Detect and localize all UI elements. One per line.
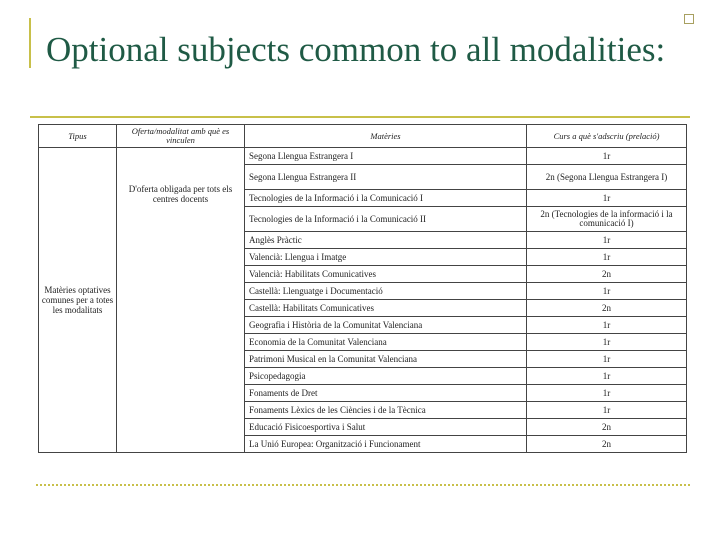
dotted-divider bbox=[36, 484, 690, 486]
slide-title: Optional subjects common to all modalities: bbox=[46, 30, 666, 69]
accent-horizontal-line bbox=[30, 116, 690, 118]
course-cell: 1r bbox=[527, 402, 687, 419]
course-cell: 1r bbox=[527, 385, 687, 402]
course-cell: 2n bbox=[527, 436, 687, 453]
header-tipus: Tipus bbox=[39, 125, 117, 148]
oferta-cell: D'oferta obligada per tots els centres docents bbox=[117, 148, 245, 453]
header-oferta: Oferta/modalitat amb què es vinculen bbox=[117, 125, 245, 148]
subject-cell: Valencià: Llengua i Imatge bbox=[245, 249, 527, 266]
subject-cell: Segona Llengua Estrangera II bbox=[245, 165, 527, 190]
course-cell: 2n bbox=[527, 266, 687, 283]
subjects-table bbox=[38, 124, 687, 453]
subject-cell: Anglès Pràctic bbox=[245, 232, 527, 249]
course-cell: 1r bbox=[527, 232, 687, 249]
course-cell: 1r bbox=[527, 368, 687, 385]
course-cell: 1r bbox=[527, 190, 687, 207]
corner-mark bbox=[684, 14, 694, 24]
subject-cell: Valencià: Habilitats Comunicatives bbox=[245, 266, 527, 283]
subject-cell: La Unió Europea: Organització i Funcionament bbox=[245, 436, 527, 453]
header-materies: Matèries bbox=[245, 125, 527, 148]
subject-cell: Geografia i Història de la Comunitat Valenciana bbox=[245, 317, 527, 334]
subject-cell: Segona Llengua Estrangera I bbox=[245, 148, 527, 165]
subject-cell: Fonaments Lèxics de les Ciències i de la Tècnica bbox=[245, 402, 527, 419]
subjects-table-image bbox=[38, 124, 686, 480]
table-body bbox=[39, 148, 687, 453]
header-curs: Curs a què s'adscriu (prelació) bbox=[527, 125, 687, 148]
course-cell: 1r bbox=[527, 351, 687, 368]
course-cell: 2n bbox=[527, 419, 687, 436]
subject-cell: Tecnologies de la Informació i la Comunicació I bbox=[245, 190, 527, 207]
subject-cell: Economia de la Comunitat Valenciana bbox=[245, 334, 527, 351]
subject-cell: Castellà: Llenguatge i Documentació bbox=[245, 283, 527, 300]
subject-cell: Castellà: Habilitats Comunicatives bbox=[245, 300, 527, 317]
table-row bbox=[39, 148, 687, 165]
accent-vertical-line bbox=[29, 18, 31, 68]
course-cell: 1r bbox=[527, 334, 687, 351]
course-cell: 1r bbox=[527, 148, 687, 165]
subject-cell: Fonaments de Dret bbox=[245, 385, 527, 402]
subject-cell: Psicopedagogia bbox=[245, 368, 527, 385]
course-cell: 1r bbox=[527, 317, 687, 334]
course-cell: 2n (Segona Llengua Estrangera I) bbox=[527, 165, 687, 190]
subject-cell: Educació Fisicoesportiva i Salut bbox=[245, 419, 527, 436]
course-cell: 1r bbox=[527, 283, 687, 300]
course-cell: 2n (Tecnologies de la informació i la comunicació I) bbox=[527, 207, 687, 232]
tipus-cell: Matèries optatives comunes per a totes les modalitats bbox=[39, 148, 117, 453]
course-cell: 1r bbox=[527, 249, 687, 266]
subject-cell: Tecnologies de la Informació i la Comunicació II bbox=[245, 207, 527, 232]
course-cell: 2n bbox=[527, 300, 687, 317]
table-header-row bbox=[39, 125, 687, 148]
subject-cell: Patrimoni Musical en la Comunitat Valenciana bbox=[245, 351, 527, 368]
